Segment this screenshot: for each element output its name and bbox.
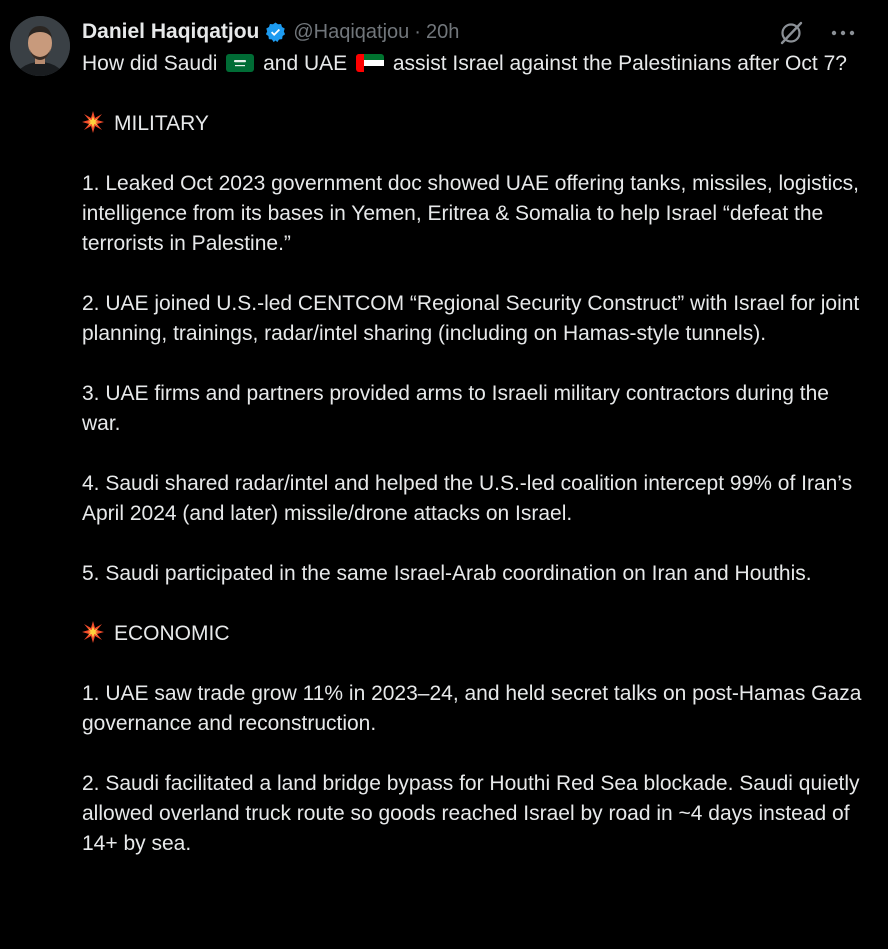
handle[interactable]: @Haqiqatjou — [293, 20, 410, 43]
intro-text-part2: and UAE — [263, 52, 348, 75]
saudi-flag-icon — [226, 54, 254, 72]
intro-text-part3: assist Israel against the Palestinians after Oct 7? — [392, 52, 847, 75]
separator-dot: · — [414, 20, 421, 43]
economic-item-2: 2. Saudi facilitated a land bridge bypass for Houthi Red Sea blockade. Saudi quietly allowed overland truck route so goods reached Israel by road in ~4 days instead of 14+ by sea. — [82, 772, 860, 855]
timestamp[interactable]: 20h — [425, 20, 460, 43]
grok-icon[interactable] — [776, 18, 806, 48]
header-actions — [776, 18, 858, 48]
collision-icon — [82, 111, 104, 133]
military-item-2: 2. UAE joined U.S.-led CENTCOM “Regional Security Construct” with Israel for joint planning, trainings, radar/intel sharing (including on Hamas-style tunnels). — [82, 292, 860, 345]
military-heading — [82, 109, 872, 139]
economic-heading-text: ECONOMIC — [114, 622, 230, 645]
intro-text-part1: How did Saudi — [82, 52, 218, 75]
uae-flag-icon — [356, 54, 384, 72]
more-icon[interactable] — [828, 18, 858, 48]
tweet-intro — [82, 49, 872, 79]
avatar-image — [10, 16, 70, 76]
military-heading-text: MILITARY — [114, 112, 209, 135]
military-item-4: 4. Saudi shared radar/intel and helped the U.S.-led coalition intercept 99% of Iran’s April 2024 (and later) missile/drone attacks on Israel. — [82, 472, 853, 525]
avatar[interactable] — [10, 16, 70, 76]
economic-heading — [82, 619, 872, 649]
military-item-3: 3. UAE firms and partners provided arms to Israeli military contractors during the war. — [82, 382, 829, 435]
economic-item-1: 1. UAE saw trade grow 11% in 2023–24, and held secret talks on post-Hamas Gaza governance and reconstruction. — [82, 682, 862, 735]
military-item-1: 1. Leaked Oct 2023 government doc showed UAE offering tanks, missiles, logistics, intelligence from its bases in Yemen, Eritrea & Somalia to help Israel “defeat the terrorists in Palestine.” — [82, 172, 860, 255]
tweet-header — [82, 16, 459, 48]
collision-icon — [82, 621, 104, 643]
military-item-5: 5. Saudi participated in the same Israel-Arab coordination on Iran and Houthis. — [82, 562, 812, 585]
tweet-text — [82, 49, 872, 859]
verified-badge-icon[interactable] — [264, 21, 287, 44]
display-name[interactable]: Daniel Haqiqatjou — [82, 20, 260, 43]
